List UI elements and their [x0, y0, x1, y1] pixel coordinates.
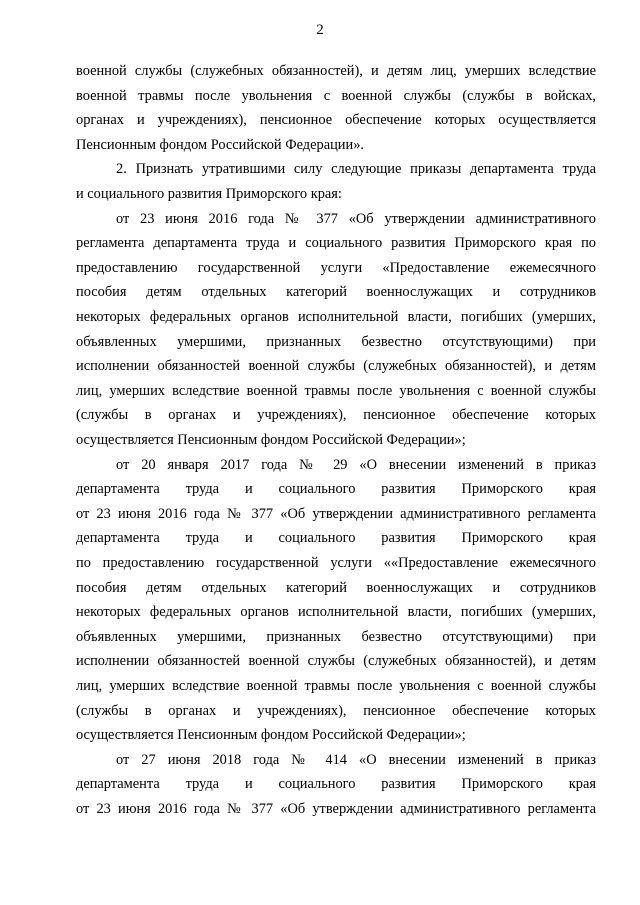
text-line: осуществляется Пенсионным фондом Российской Федерации»; — [76, 432, 466, 448]
text-line: от 20 января 2017 года № 29 «О внесении изменений в приказ — [116, 457, 596, 473]
text-line: некоторых федеральных органов исполнительной власти, погибших (умерших, — [76, 604, 596, 620]
text-line: регламента департамента труда и социального развития Приморского края по — [76, 235, 596, 251]
text-line: по предоставлению государственной услуги ««Предоставление ежемесячного — [76, 555, 596, 571]
text-line: департамента труда и социального развития Приморского края — [76, 776, 596, 792]
text-line: лиц, умерших вследствие военной травмы после увольнения с военной службы — [76, 383, 596, 399]
text-line: военной травмы после увольнения с военной службы (службы в войсках, — [76, 88, 596, 104]
text-line: пособия детям отдельных категорий военнослужащих и сотрудников — [76, 580, 596, 596]
text-line: от 23 июня 2016 года № 377 «Об утверждении административного регламента — [76, 801, 596, 817]
text-line: органах и учреждениях), пенсионное обеспечение которых осуществляется — [76, 112, 596, 128]
text-line: Пенсионным фондом Российской Федерации». — [76, 137, 364, 153]
text-line: лиц, умерших вследствие военной травмы после увольнения с военной службы — [76, 678, 596, 694]
page-number: 2 — [316, 22, 324, 38]
text-line: от 27 июня 2018 года № 414 «О внесении изменений в приказ — [116, 752, 596, 768]
text-line: осуществляется Пенсионным фондом Российской Федерации»; — [76, 727, 466, 743]
text-line: 2. Признать утратившими силу следующие приказы департамента труда — [116, 161, 596, 177]
text-line: (службы в органах и учреждениях), пенсионное обеспечение которых — [76, 407, 596, 423]
text-line: от 23 июня 2016 года № 377 «Об утверждении административного — [116, 211, 596, 227]
text-line: объявленных умершими, признанных безвестно отсутствующими) при — [76, 334, 596, 350]
text-line: и социального развития Приморского края: — [76, 186, 342, 202]
text-line: предоставлению государственной услуги «Предоставление ежемесячного — [76, 260, 596, 276]
text-line: некоторых федеральных органов исполнительной власти, погибших (умерших, — [76, 309, 596, 325]
text-line: от 23 июня 2016 года № 377 «Об утверждении административного регламента — [76, 506, 596, 522]
text-line: исполнении обязанностей военной службы (служебных обязанностей), и детям — [76, 358, 596, 374]
text-line: пособия детям отдельных категорий военнослужащих и сотрудников — [76, 284, 596, 300]
text-line: департамента труда и социального развития Приморского края — [76, 530, 596, 546]
text-line: департамента труда и социального развития Приморского края — [76, 481, 596, 497]
text-line: (службы в органах и учреждениях), пенсионное обеспечение которых — [76, 703, 596, 719]
text-line: исполнении обязанностей военной службы (служебных обязанностей), и детям — [76, 653, 596, 669]
text-line: объявленных умершими, признанных безвестно отсутствующими) при — [76, 629, 596, 645]
text-line: военной службы (служебных обязанностей), и детям лиц, умерших вследствие — [76, 63, 596, 79]
